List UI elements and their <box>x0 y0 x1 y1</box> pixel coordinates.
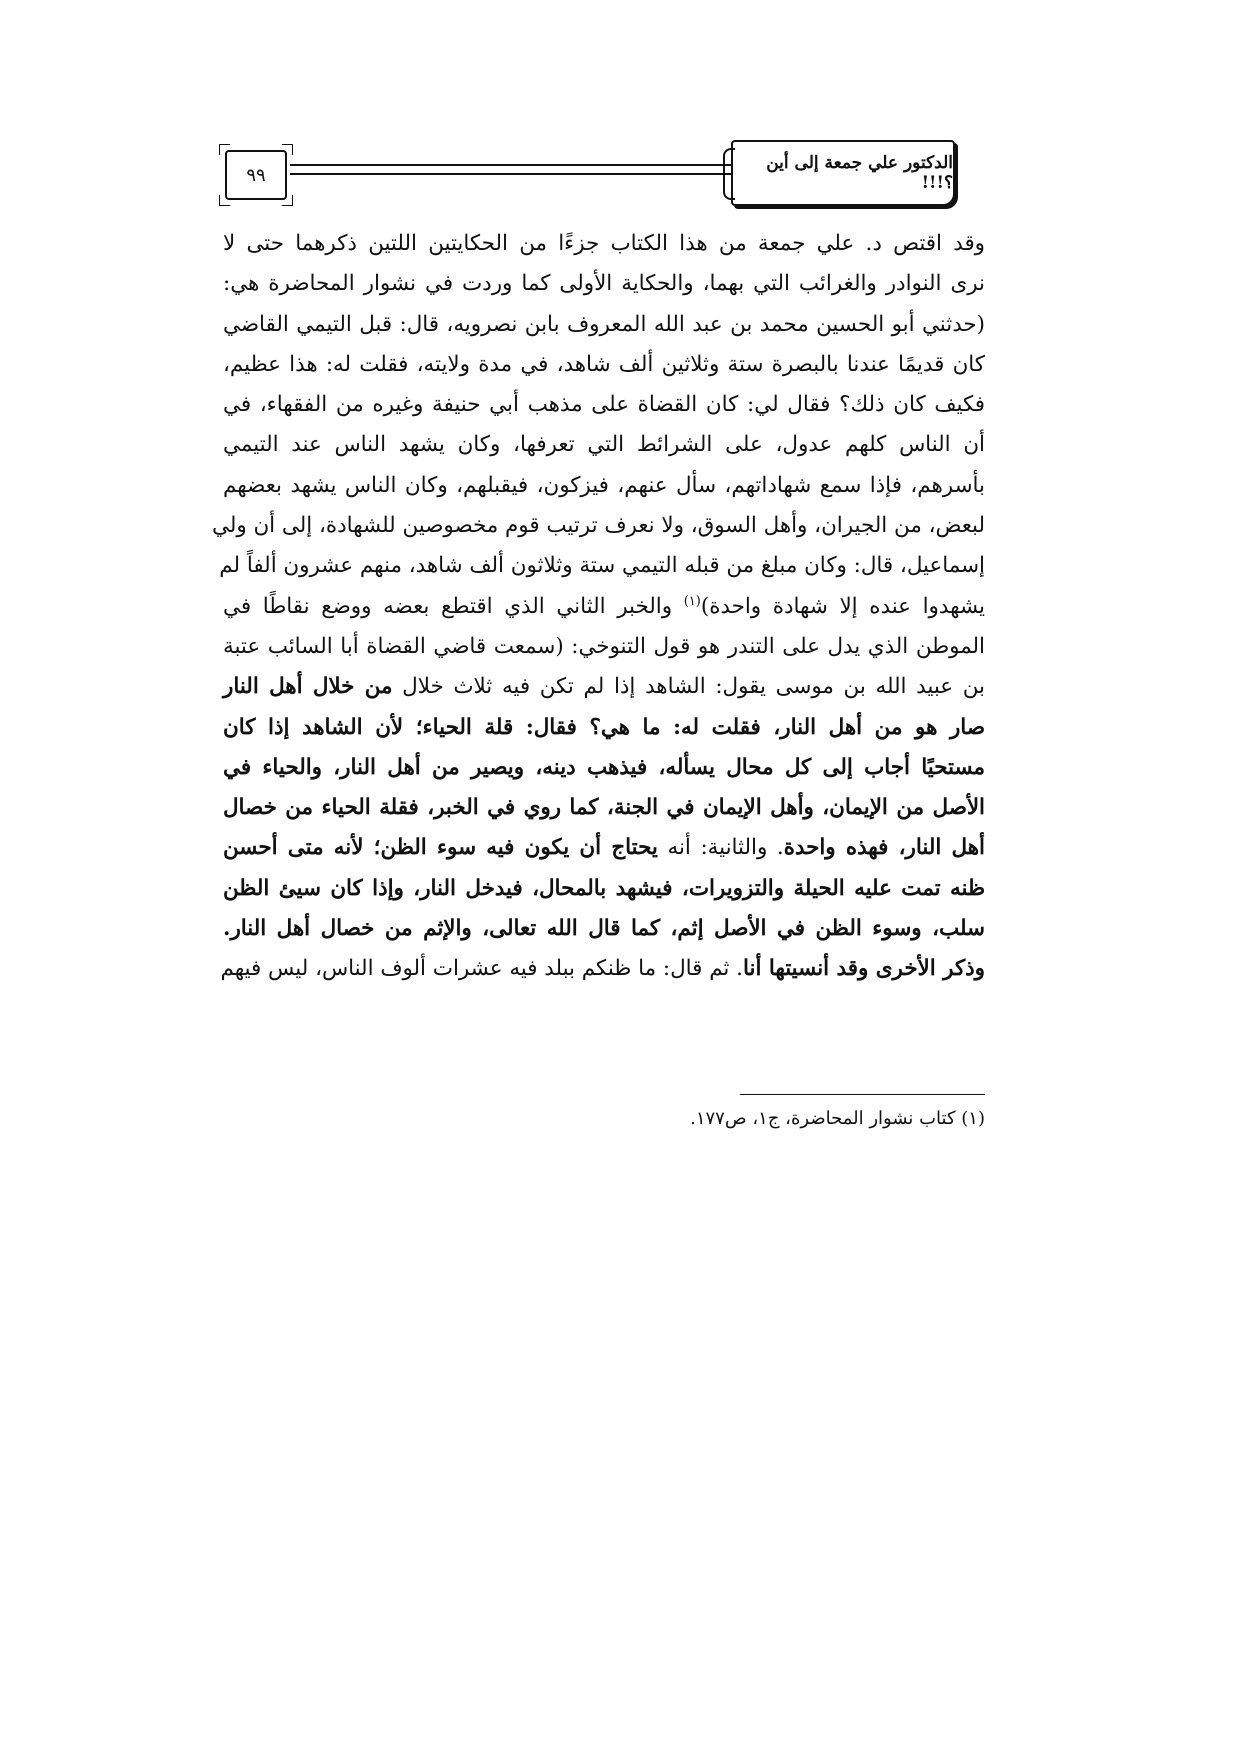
text-line <box>223 708 985 748</box>
text-line <box>223 869 985 909</box>
text-line <box>219 546 985 586</box>
text-segment: أهل النار، فهذه واحدة <box>783 835 985 861</box>
text-line <box>223 345 985 385</box>
text-segment: (حدثني أبو الحسين محمد بن عبد الله المعروف بابن نصرويه، قال: قبل التيمي القاضي <box>223 311 985 337</box>
body-text <box>211 224 985 990</box>
text-line <box>223 385 985 425</box>
text-segment: بن عبيد الله بن موسى يقول: الشاهد إذا لم تكن فيه ثلاث خلال <box>392 674 985 700</box>
header-rule-bottom <box>290 173 740 175</box>
text-line <box>223 264 985 304</box>
text-segment: كان قديمًا عندنا بالبصرة ستة وثلاثين ألف شاهد، في مدة ولايته، فقلت له: هذا عظيم، <box>223 351 985 377</box>
text-segment: لبعض، من الجيران، وأهل السوق، ولا نعرف ترتيب قوم مخصوصين للشهادة، إلى أن ولي <box>211 513 985 539</box>
text-segment: مستحيًا أجاب إلى كل محال يسأله، فيذهب دينه، ويصير من أهل النار، والحياء في <box>223 754 985 780</box>
page-header <box>195 140 965 210</box>
text-segment: الموطن الذي يدل على التندر هو قول التنوخي: (سمعت قاضي القضاة أبا السائب عتبة <box>223 633 985 659</box>
text-line <box>223 627 985 667</box>
header-rule-top <box>290 164 740 166</box>
page-number-frame <box>225 150 287 200</box>
text-line <box>223 909 985 949</box>
text-segment: أن الناس كلهم عدول، على الشرائط التي تعرفها، وكان يشهد الناس عند التيمي <box>223 432 985 458</box>
text-segment: سلب، وسوء الظن في الأصل إثم، كما قال الله تعالى، والإثم من خصال أهل النار. <box>223 916 985 942</box>
text-line <box>223 748 985 788</box>
text-segment: الأصل من الإيمان، وأهل الإيمان في الجنة، كما روي في الخبر، فقلة الحياء من خصال <box>223 795 985 821</box>
text-line <box>223 305 985 345</box>
text-line <box>220 949 985 989</box>
text-line <box>223 587 985 627</box>
text-segment: من خلال أهل النار <box>223 674 393 700</box>
running-title: الدكتور علي جمعة إلى أين ؟!!! <box>766 153 953 193</box>
text-segment: . والثانية: أنه <box>657 835 784 861</box>
text-segment: صار هو من أهل النار، فقلت له: ما هي؟ فقال: قلة الحياء؛ لأن الشاهد إذا كان <box>223 714 985 740</box>
text-line <box>223 667 985 707</box>
text-line <box>223 788 985 828</box>
text-line <box>223 224 985 264</box>
text-segment: إسماعيل، قال: وكان مبلغ من قبله التيمي ستة وثلاثون ألف شاهد، منهم عشرون ألفاً لم <box>219 553 985 579</box>
footnote: (١) كتاب نشوار المحاضرة، ج١، ص١٧٧. <box>690 1108 985 1129</box>
text-segment: نرى النوادر والغرائب التي بهما، والحكاية الأولى كما وردت في نشوار المحاضرة هي: <box>223 271 985 297</box>
text-line <box>223 828 985 868</box>
text-segment: فكيف كان ذلك؟ فقال لي: كان القضاة على مذهب أبي حنيفة وغيره من الفقهاء، في <box>223 392 985 418</box>
text-segment: وقد اقتص د. علي جمعة من هذا الكتاب جزءًا من الحكايتين اللتين ذكرهما حتى لا <box>223 231 985 256</box>
text-line <box>223 466 985 506</box>
page-number: ٩٩ <box>246 164 266 186</box>
footnote-marker: (١) <box>683 593 701 609</box>
text-segment: يحتاج أن يكون فيه سوء الظن؛ لأنه متى أحسن <box>223 835 658 861</box>
text-segment: يشهدوا عنده إلا شهادة واحدة) <box>700 593 985 619</box>
title-scroll-frame <box>731 140 955 206</box>
text-segment: والخبر الثاني الذي اقتطع بعضه ووضع نقاطًا في <box>223 593 684 619</box>
text-segment: وذكر الأخرى وقد أنسيتها أنا <box>742 956 985 982</box>
text-segment: ظنه تمت عليه الحيلة والتزويرات، فيشهد بالمحال، فيدخل النار، وإذا كان سيئ الظن <box>223 875 985 901</box>
text-line <box>223 425 985 465</box>
text-line <box>211 506 985 546</box>
text-segment: . ثم قال: ما ظنكم ببلد فيه عشرات ألوف الناس، ليس فيهم <box>220 956 743 982</box>
scroll-ornament-icon <box>723 148 735 200</box>
footnote-separator <box>740 1094 985 1095</box>
text-segment: بأسرهم، فإذا سمع شهاداتهم، سأل عنهم، فيزكون، فيقبلهم، وكان الناس يشهد بعضهم <box>223 472 985 498</box>
